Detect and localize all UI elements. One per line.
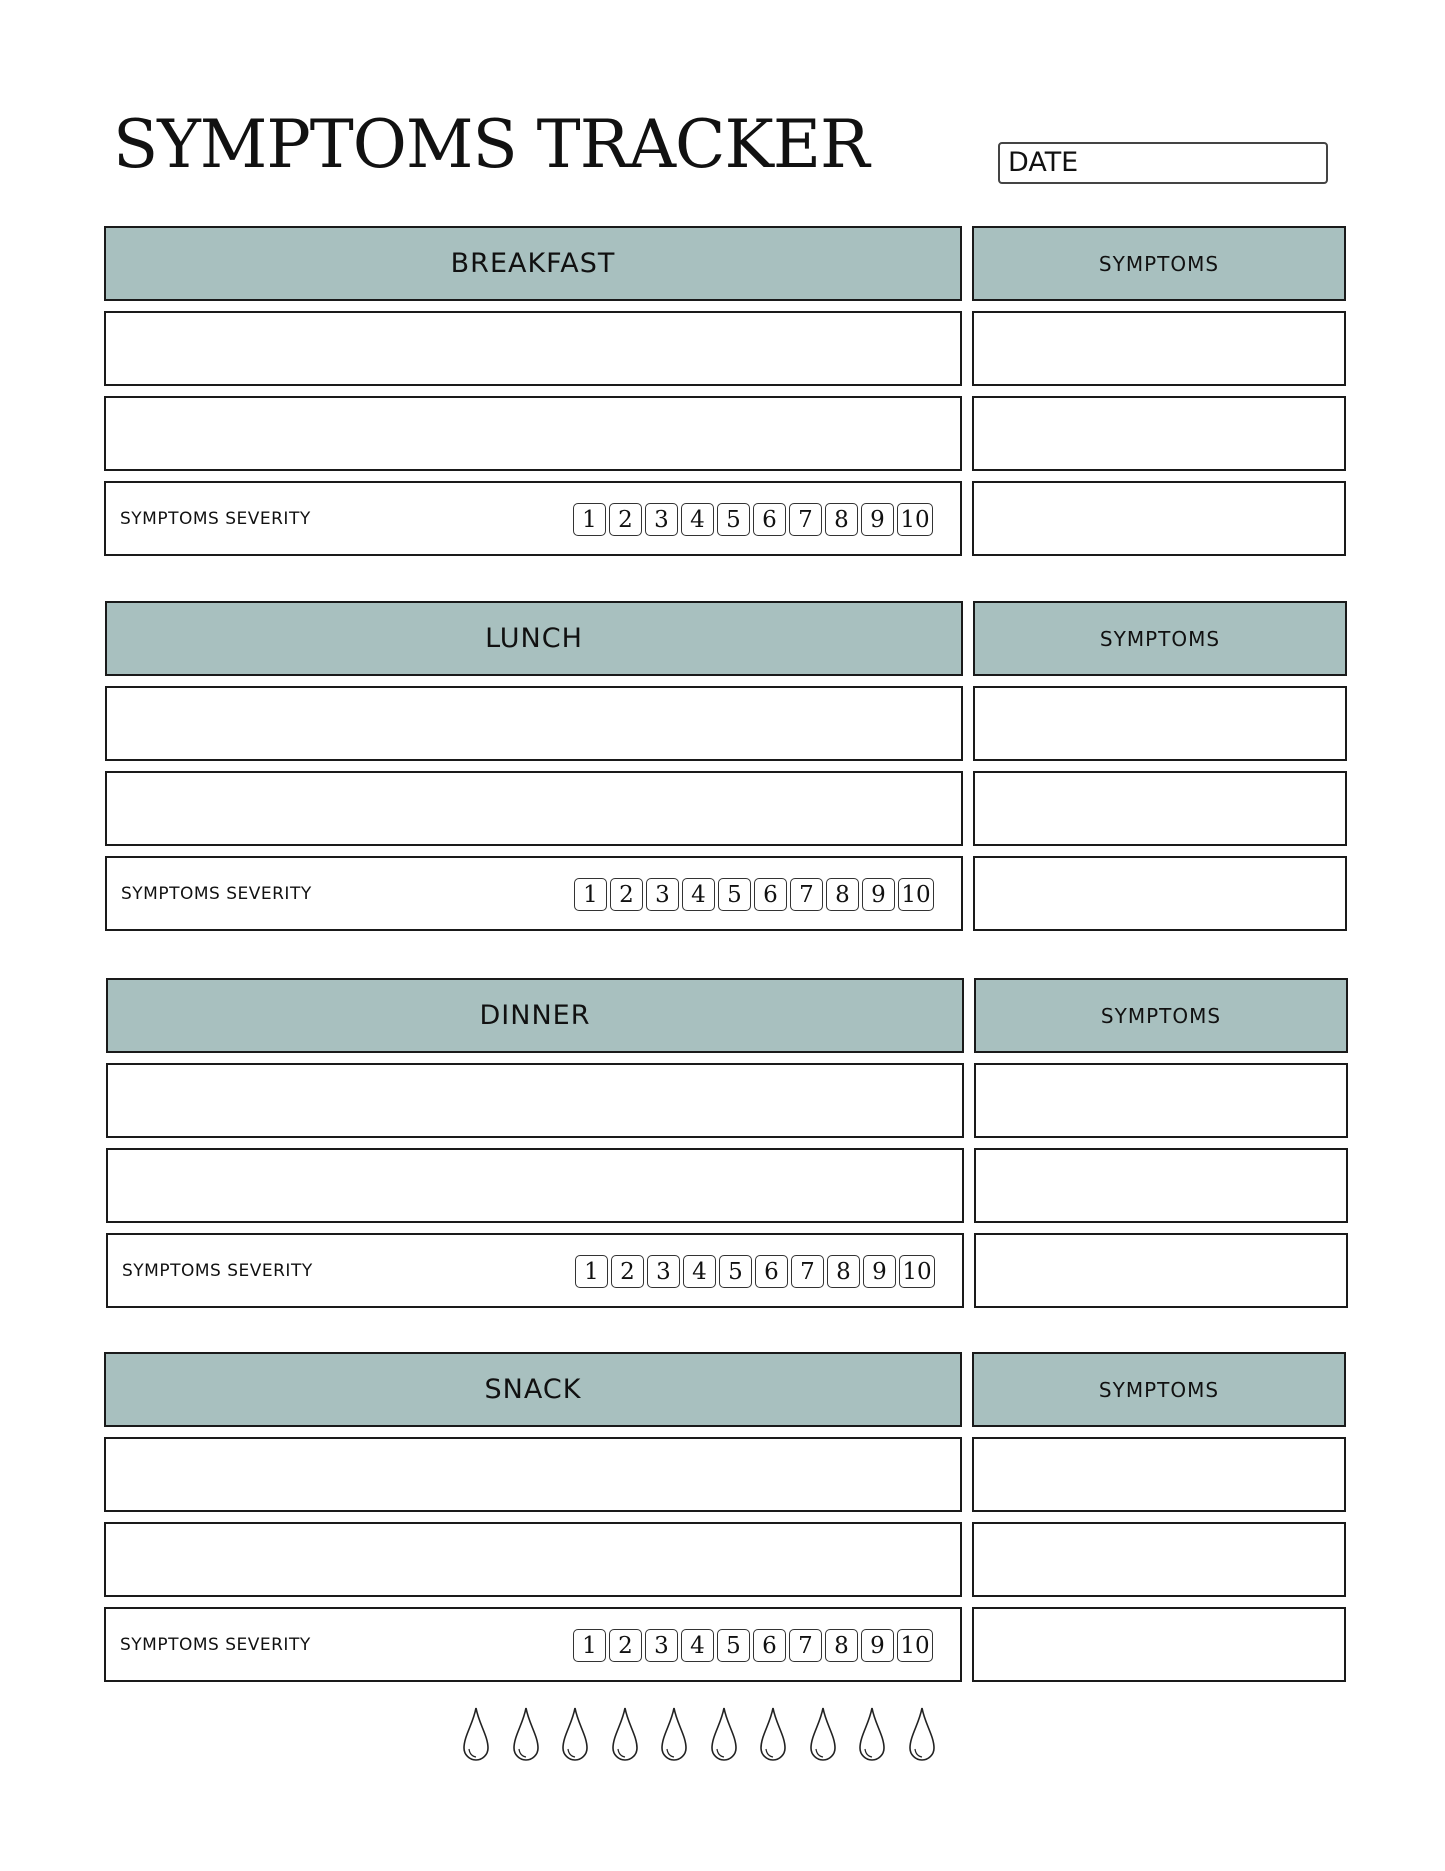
severity-option[interactable]: 6 <box>753 503 786 536</box>
food-entry-field[interactable] <box>106 1063 964 1138</box>
severity-option[interactable]: 2 <box>611 1255 644 1288</box>
meal-header <box>104 226 962 301</box>
page-title: SYMPTOMS TRACKER <box>113 106 869 183</box>
meal-section-lunch <box>105 601 1347 933</box>
water-drop-icon[interactable] <box>759 1706 787 1762</box>
symptom-entry-field[interactable] <box>972 311 1346 386</box>
symptom-entry-field[interactable] <box>972 1607 1346 1682</box>
severity-label: SYMPTOMS SEVERITY <box>120 508 311 529</box>
symptoms-header <box>973 601 1347 676</box>
severity-option[interactable]: 8 <box>825 503 858 536</box>
severity-scale <box>574 878 934 911</box>
water-drop-icon[interactable] <box>858 1706 886 1762</box>
severity-option[interactable]: 4 <box>681 1629 714 1662</box>
severity-label: SYMPTOMS SEVERITY <box>121 883 312 904</box>
symptoms-title: SYMPTOMS <box>1099 626 1221 651</box>
water-drop-icon[interactable] <box>908 1706 936 1762</box>
meal-title: BREAKFAST <box>450 248 616 279</box>
severity-scale <box>575 1255 935 1288</box>
severity-option[interactable]: 3 <box>647 1255 680 1288</box>
severity-option[interactable]: 4 <box>683 1255 716 1288</box>
symptom-entry-field[interactable] <box>974 1233 1348 1308</box>
water-drop-icon[interactable] <box>462 1706 490 1762</box>
water-drop-icon[interactable] <box>710 1706 738 1762</box>
symptom-entry-field[interactable] <box>973 686 1347 761</box>
severity-row <box>104 1607 962 1682</box>
symptom-entry-field[interactable] <box>973 771 1347 846</box>
food-entry-field[interactable] <box>104 1522 962 1597</box>
severity-option[interactable]: 3 <box>645 1629 678 1662</box>
symptoms-header <box>974 978 1348 1053</box>
severity-option[interactable]: 5 <box>717 503 750 536</box>
severity-option[interactable]: 4 <box>682 878 715 911</box>
severity-option[interactable]: 7 <box>791 1255 824 1288</box>
meal-title: LUNCH <box>485 623 583 654</box>
water-drop-icon[interactable] <box>809 1706 837 1762</box>
meal-section-dinner <box>106 978 1348 1310</box>
severity-option[interactable]: 8 <box>826 878 859 911</box>
food-entry-field[interactable] <box>104 396 962 471</box>
symptom-entry-field[interactable] <box>972 1437 1346 1512</box>
food-entry-field[interactable] <box>104 311 962 386</box>
severity-option[interactable]: 5 <box>719 1255 752 1288</box>
severity-option[interactable]: 5 <box>717 1629 750 1662</box>
severity-option[interactable]: 1 <box>574 878 607 911</box>
symptoms-header <box>972 1352 1346 1427</box>
severity-option[interactable]: 7 <box>790 878 823 911</box>
severity-option[interactable]: 4 <box>681 503 714 536</box>
severity-option[interactable]: 10 <box>897 503 933 536</box>
severity-label: SYMPTOMS SEVERITY <box>122 1260 313 1281</box>
symptom-entry-field[interactable] <box>972 396 1346 471</box>
symptom-entry-field[interactable] <box>972 481 1346 556</box>
food-entry-field[interactable] <box>105 771 963 846</box>
severity-option[interactable]: 9 <box>861 503 894 536</box>
severity-row <box>104 481 962 556</box>
water-drop-icon[interactable] <box>660 1706 688 1762</box>
symptoms-header <box>972 226 1346 301</box>
symptom-entry-field[interactable] <box>973 856 1347 931</box>
meal-title: SNACK <box>484 1374 582 1405</box>
severity-option[interactable]: 6 <box>755 1255 788 1288</box>
severity-option[interactable]: 10 <box>897 1629 933 1662</box>
severity-row <box>105 856 963 931</box>
water-drop-icon[interactable] <box>611 1706 639 1762</box>
severity-option[interactable]: 3 <box>646 878 679 911</box>
food-entry-field[interactable] <box>106 1148 964 1223</box>
severity-option[interactable]: 1 <box>575 1255 608 1288</box>
severity-option[interactable]: 3 <box>645 503 678 536</box>
severity-option[interactable]: 6 <box>754 878 787 911</box>
severity-option[interactable]: 10 <box>899 1255 935 1288</box>
severity-option[interactable]: 1 <box>573 503 606 536</box>
severity-label: SYMPTOMS SEVERITY <box>120 1634 311 1655</box>
severity-scale <box>573 1629 933 1662</box>
water-drop-icon[interactable] <box>512 1706 540 1762</box>
symptoms-title: SYMPTOMS <box>1100 1003 1222 1028</box>
meal-section-snack <box>104 1352 1346 1684</box>
symptom-entry-field[interactable] <box>974 1063 1348 1138</box>
meal-header <box>106 978 964 1053</box>
severity-option[interactable]: 8 <box>827 1255 860 1288</box>
water-drop-icon[interactable] <box>561 1706 589 1762</box>
date-field[interactable]: DATE <box>998 142 1328 184</box>
severity-scale <box>573 503 933 536</box>
meal-header <box>104 1352 962 1427</box>
symptoms-title: SYMPTOMS <box>1098 1377 1220 1402</box>
meal-title: DINNER <box>479 1000 591 1031</box>
severity-option[interactable]: 8 <box>825 1629 858 1662</box>
food-entry-field[interactable] <box>104 1437 962 1512</box>
symptoms-title: SYMPTOMS <box>1098 251 1220 276</box>
water-tracker <box>462 1706 936 1762</box>
meal-header <box>105 601 963 676</box>
severity-option[interactable]: 2 <box>609 503 642 536</box>
severity-option[interactable]: 9 <box>863 1255 896 1288</box>
severity-option[interactable]: 9 <box>861 1629 894 1662</box>
symptom-entry-field[interactable] <box>974 1148 1348 1223</box>
severity-option[interactable]: 2 <box>610 878 643 911</box>
severity-option[interactable]: 7 <box>789 503 822 536</box>
meal-section-breakfast <box>104 226 1346 558</box>
severity-option[interactable]: 10 <box>898 878 934 911</box>
severity-option[interactable]: 7 <box>789 1629 822 1662</box>
severity-option[interactable]: 1 <box>573 1629 606 1662</box>
severity-option[interactable]: 5 <box>718 878 751 911</box>
severity-option[interactable]: 6 <box>753 1629 786 1662</box>
symptom-entry-field[interactable] <box>972 1522 1346 1597</box>
food-entry-field[interactable] <box>105 686 963 761</box>
severity-option[interactable]: 2 <box>609 1629 642 1662</box>
severity-row <box>106 1233 964 1308</box>
severity-option[interactable]: 9 <box>862 878 895 911</box>
